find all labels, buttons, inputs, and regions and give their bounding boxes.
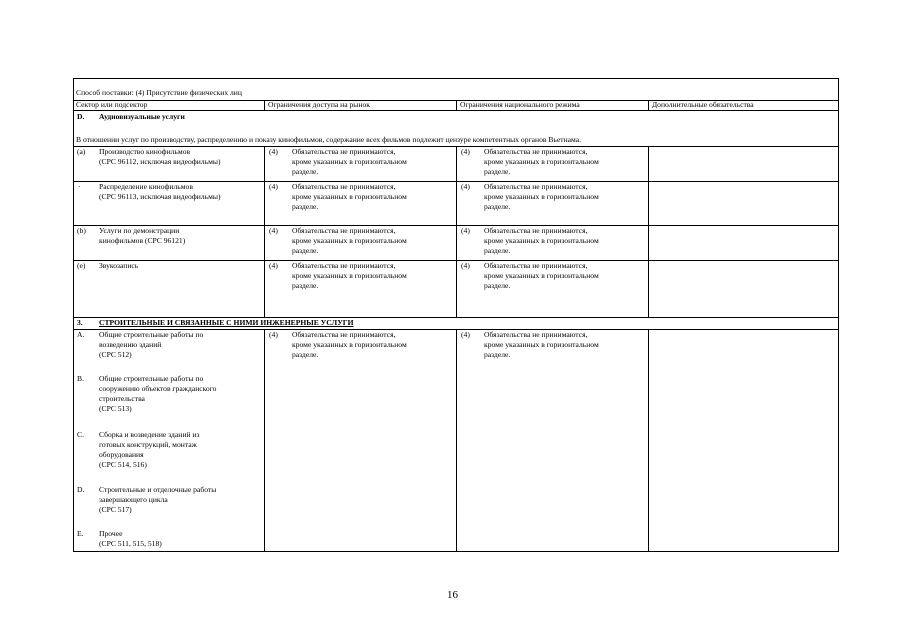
sector-line: готовых конструкций, монтаж [99,440,197,449]
row-code: (a) [77,147,86,156]
sector-line: Строительные и отделочные работы [99,485,217,494]
mode-of-supply: Способ поставки: (4) Присутствие физических лиц [76,88,242,97]
commitment-line: разделе. [292,246,319,255]
column-divider [456,329,457,552]
commitment-line: кроме указанных в горизонтальном [292,271,407,280]
commitment-line: Обязательства не принимаются, [292,261,396,270]
commitment-line: разделе. [484,281,511,290]
sector-line: сооружению объектов гражданского [99,384,217,393]
header-national-treatment: Ограничения национального режима [460,100,580,109]
sector-line: завершающего цикла [99,495,168,504]
commitment-line: разделе. [292,167,319,176]
row-code: D. [77,485,85,494]
sector-line: Производство кинофильмов [99,147,191,156]
commitment-line: разделе. [292,350,319,359]
column-divider [648,100,649,111]
sector-line: Общие строительные работы по [99,374,204,383]
sector-line: (CPC 511, 515, 518) [99,539,162,548]
sector-line: (CPC 513) [99,404,132,413]
commitment-line: разделе. [484,202,511,211]
commitment-line: кроме указанных в горизонтальном [484,236,599,245]
commitment-line: Обязательства не принимаются, [484,261,588,270]
commitment-line: Обязательства не принимаются, [484,226,588,235]
commitment-mode: (4) [269,182,278,191]
row-code: (e) [77,261,86,270]
commitment-line: кроме указанных в горизонтальном [292,340,407,349]
commitment-line: кроме указанных в горизонтальном [292,236,407,245]
sector-line: Прочее [99,529,123,538]
table-border-left [73,78,74,552]
row-code: (b) [77,226,86,235]
commitment-mode: (4) [461,147,470,156]
commitment-line: разделе. [484,246,511,255]
commitment-mode: (4) [461,182,470,191]
header-sector: Сектор или подсектор [76,100,148,109]
commitment-line: кроме указанных в горизонтальном [292,192,407,201]
sector-line: оборудования [99,450,144,459]
sector-line: Сборка и возведение зданий из [99,430,200,439]
sector-line: строительства [99,394,145,403]
column-divider [648,329,649,552]
row-code: C. [77,430,84,439]
commitment-line: разделе. [484,167,511,176]
commitment-mode: (4) [269,226,278,235]
commitment-line: кроме указанных в горизонтальном [484,192,599,201]
column-divider [264,100,265,111]
commitment-line: разделе. [292,281,319,290]
sector-line: (CPC 514, 516) [99,460,147,469]
sector-line: Общие строительные работы по [99,330,204,339]
commitment-line: кроме указанных в горизонтальном [484,271,599,280]
section-d-code: D. [77,112,85,121]
sector-line: Услуги по демонстрации [99,226,180,235]
commitment-line: кроме указанных в горизонтальном [484,340,599,349]
commitment-mode: (4) [461,261,470,270]
row-code: E. [77,529,84,538]
section-d-title: Аудиовизуальные услуги [99,112,185,121]
column-divider [456,100,457,111]
header-additional-commitments: Дополнительные обязательства [652,100,754,109]
commitment-line: Обязательства не принимаются, [484,330,588,339]
row-code: · [78,182,81,191]
row-code: B. [77,374,84,383]
section-3-title: СТРОИТЕЛЬНЫЕ И СВЯЗАННЫЕ С НИМИ ИНЖЕНЕРНЫЕ УСЛУГИ [99,318,354,327]
section-3-code: 3. [77,318,83,327]
sector-line: (CPC 96112, исключая видеофильмы) [99,157,221,166]
commitment-mode: (4) [269,261,278,270]
commitment-line: разделе. [292,202,319,211]
sector-line: (CPC 512) [99,350,132,359]
column-divider [456,146,457,318]
commitment-mode: (4) [269,147,278,156]
row-code: A. [77,330,85,339]
column-divider [648,146,649,318]
sector-line: кинофильмов (CPC 96121) [99,236,186,245]
sector-line: (CPC 96113, исключая видеофильмы) [99,192,221,201]
column-divider [264,329,265,552]
commitment-line: разделе. [484,350,511,359]
commitment-line: Обязательства не принимаются, [292,147,396,156]
sector-line: возведению зданий [99,340,162,349]
commitment-line: Обязательства не принимаются, [292,330,396,339]
commitment-line: Обязательства не принимаются, [292,182,396,191]
table-border-top [73,78,839,79]
commitment-line: Обязательства не принимаются, [484,147,588,156]
commitment-line: Обязательства не принимаются, [292,226,396,235]
header-market-access: Ограничения доступа на рынок [268,100,370,109]
commitment-mode: (4) [461,226,470,235]
commitment-line: кроме указанных в горизонтальном [292,157,407,166]
commitment-mode: (4) [269,330,278,339]
commitment-line: кроме указанных в горизонтальном [484,157,599,166]
sector-line: (CPC 517) [99,505,132,514]
sector-line: Звукозапись [99,261,139,270]
schedule-table [73,78,839,552]
page-number: 16 [447,589,458,601]
column-divider [264,146,265,318]
section-d-note: В отношении услуг по производству, распределению и показу кинофильмов, содержание всех фильмов подлежит цензуре компетентных органов Вьетнама. [76,135,582,144]
table-border-right [838,78,839,552]
commitment-line: Обязательства не принимаются, [484,182,588,191]
sector-line: Распределение кинофильмов [99,182,193,191]
commitment-mode: (4) [461,330,470,339]
